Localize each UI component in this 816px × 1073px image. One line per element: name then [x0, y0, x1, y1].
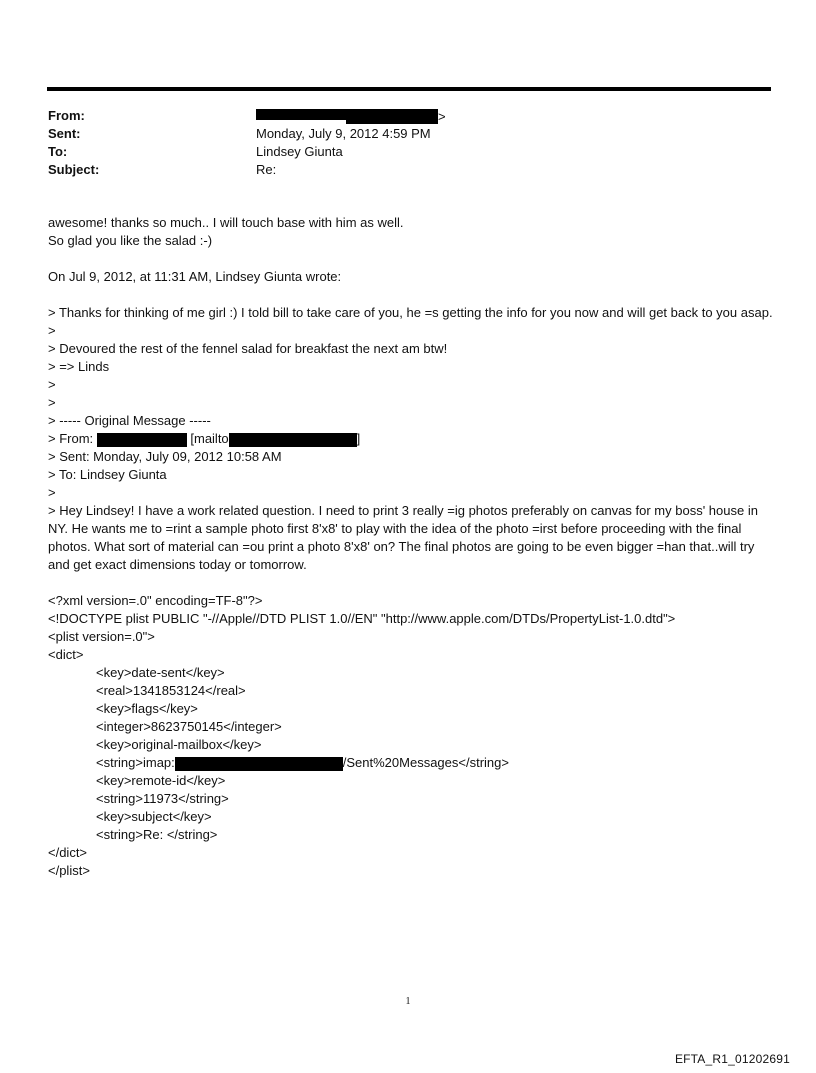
- plist-line: <dict>: [48, 647, 84, 662]
- body-line: awesome! thanks so much.. I will touch base with him as well.: [48, 215, 404, 230]
- quote-intro: On Jul 9, 2012, at 11:31 AM, Lindsey Giunta wrote:: [48, 269, 342, 284]
- quoted-line: > To: Lindsey Giunta: [48, 467, 167, 482]
- quoted-line: > => Linds: [48, 359, 110, 374]
- redaction-box: [175, 757, 343, 771]
- plist-line: <key>flags</key>: [96, 701, 198, 716]
- redaction-box: [256, 109, 346, 120]
- plist-line: </plist>: [48, 863, 90, 878]
- plist-mailbox-tail: /Sent%20Messages</string>: [342, 755, 509, 770]
- from-value: [256, 103, 446, 126]
- message-body: [48, 214, 778, 880]
- redaction-box: [229, 433, 357, 447]
- page-number: 1: [405, 996, 411, 1007]
- from-label: From:: [48, 108, 85, 123]
- plist-line: <key>remote-id</key>: [96, 773, 226, 788]
- to-value: Lindsey Giunta: [256, 144, 343, 159]
- plist-line: <?xml version=.0" encoding=TF-8"?>: [48, 593, 263, 608]
- quoted-line: > ----- Original Message -----: [48, 413, 211, 428]
- redaction-box: [346, 109, 438, 124]
- plist-line: </dict>: [48, 845, 88, 860]
- subject-value: Re:: [256, 162, 277, 177]
- plist-line: <key>subject</key>: [96, 809, 212, 824]
- subject-label: Subject:: [48, 162, 100, 177]
- plist-line: <string>11973</string>: [96, 791, 229, 806]
- quoted-line: >: [48, 323, 56, 338]
- header-rule: [47, 87, 771, 91]
- from-tail: >: [438, 109, 446, 124]
- quoted-line: >: [48, 485, 56, 500]
- plist-mailbox-line: [48, 754, 778, 772]
- sent-label: Sent:: [48, 126, 81, 141]
- quoted-line: >: [48, 395, 56, 410]
- quoted-line: > Devoured the rest of the fennel salad for breakfast the next am btw!: [48, 341, 448, 356]
- quoted-from-prefix: > From:: [48, 431, 97, 446]
- plist-line: <plist version=.0">: [48, 629, 155, 644]
- plist-line: <key>original-mailbox</key>: [96, 737, 262, 752]
- plist-mailbox-prefix: <string>imap:: [96, 755, 175, 770]
- quoted-line: > Sent: Monday, July 09, 2012 10:58 AM: [48, 449, 282, 464]
- quoted-from-tail: ]: [356, 431, 361, 446]
- bates-number: EFTA_R1_01202691: [674, 1052, 790, 1066]
- plist-line: <real>1341853124</real>: [96, 683, 246, 698]
- body-line: So glad you like the salad :-): [48, 233, 213, 248]
- sent-value: Monday, July 9, 2012 4:59 PM: [256, 126, 431, 141]
- plist-line: <string>Re: </string>: [96, 827, 218, 842]
- redaction-box: [97, 433, 187, 447]
- plist-line: <key>date-sent</key>: [96, 665, 225, 680]
- quoted-line: >: [48, 377, 56, 392]
- quoted-paragraph: > Hey Lindsey! I have a work related question. I need to print 3 really =ig photos preferably on canvas for my boss' house in NY. He wants me to =rint a sample photo first 8'x8' to play with the idea of the photo =irst before proceeding with the final photos. What sort of material can =ou print a photo 8'x8' on? The final photos are going to be even bigger =han that..will try and get exact dimensions today or tomorrow.: [48, 503, 762, 572]
- plist-line: <integer>8623750145</integer>: [96, 719, 282, 734]
- quoted-line: > Thanks for thinking of me girl :) I told bill to take care of you, he =s getting the info for you now and will get back to you asap.: [48, 305, 773, 320]
- to-label: To:: [48, 144, 68, 159]
- plist-line: <!DOCTYPE plist PUBLIC "-//Apple//DTD PLIST 1.0//EN" "http://www.apple.com/DTDs/PropertyList-1.0.dtd">: [48, 611, 676, 626]
- quoted-from-line: [48, 430, 778, 448]
- quoted-from-mid: [mailto: [186, 431, 229, 446]
